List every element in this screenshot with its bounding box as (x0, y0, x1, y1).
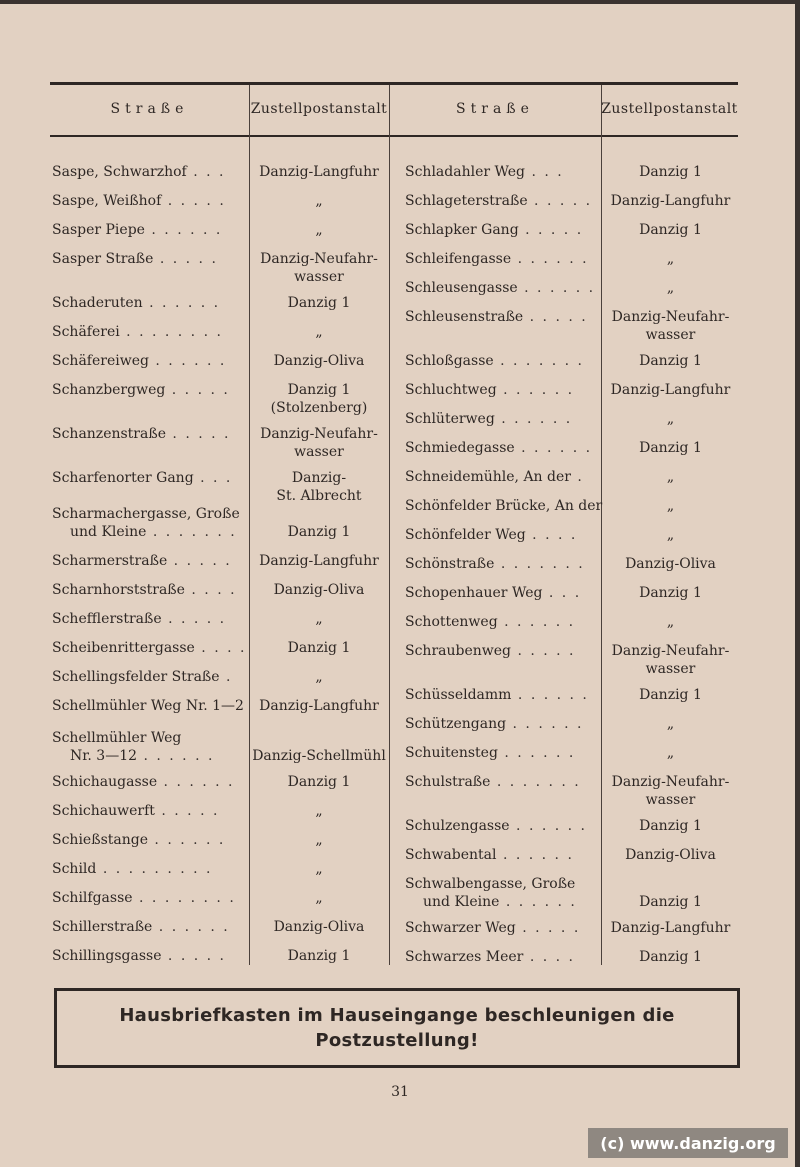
delivery-office (603, 744, 738, 762)
street-name-text: Schmiedegasse (405, 440, 515, 456)
street-name-text: Schellingsfelder Straße (52, 669, 220, 685)
page-number: 31 (391, 1084, 409, 1100)
leader-dots: . . . . . . (496, 847, 574, 863)
leader-dots: . . . . . (523, 309, 588, 325)
delivery-office-text: „ (666, 745, 675, 761)
street-name (52, 947, 246, 965)
street-name (405, 686, 599, 704)
delivery-office-continued: wasser (645, 327, 696, 343)
street-name (52, 697, 246, 715)
table-top-rule (50, 82, 738, 85)
street-name (52, 918, 246, 936)
delivery-office-text: Danzig-Langfuhr (610, 920, 731, 936)
delivery-office-text: Danzig 1 (639, 164, 702, 180)
leader-dots: . . . . . . (144, 222, 223, 238)
street-name (405, 163, 599, 181)
delivery-office-continued: wasser (645, 661, 696, 677)
street-name (405, 352, 599, 370)
delivery-office-continued: wasser (645, 792, 696, 808)
leader-dots: . . . . . . (506, 716, 584, 732)
street-name-text: Schwalbengasse, Große (405, 876, 576, 892)
delivery-office-text: Danzig-Neufahr- (260, 251, 378, 267)
delivery-office (251, 831, 387, 849)
delivery-office-continued: wasser (294, 444, 344, 460)
header-street-right: Straße (456, 101, 534, 117)
delivery-office (603, 948, 738, 966)
street-name (52, 221, 246, 239)
street-name-continued: und Kleine (70, 524, 147, 540)
delivery-office (251, 425, 387, 461)
delivery-office-text: „ (315, 861, 323, 877)
street-name (52, 581, 246, 599)
street-name (405, 221, 599, 239)
street-name (405, 744, 599, 762)
delivery-office-text: „ (315, 222, 323, 238)
street-name (52, 831, 246, 849)
delivery-office-text: Danzig 1 (639, 894, 702, 910)
leader-dots: . . . . . (167, 553, 232, 569)
delivery-office (251, 668, 387, 686)
delivery-office-text: „ (315, 193, 323, 209)
street-name-text: Schäferei (52, 324, 120, 340)
delivery-office (603, 352, 738, 370)
street-name (405, 846, 599, 864)
leader-dots: . . . . . . . . (119, 324, 223, 340)
street-name-text: Schottenweg (405, 614, 498, 630)
delivery-office-text: Danzig 1 (639, 687, 702, 703)
street-name (52, 552, 246, 570)
leader-dots: . . . . . . . (490, 774, 581, 790)
street-name (52, 250, 246, 268)
street-name (52, 323, 246, 341)
street-name-text: Schlüterweg (405, 411, 495, 427)
delivery-office (251, 747, 387, 765)
delivery-office (603, 555, 738, 573)
leader-dots: . . . . . (518, 222, 584, 238)
street-name (405, 919, 599, 937)
delivery-office-text: „ (315, 324, 323, 340)
delivery-office-text: Danzig-Langfuhr (259, 164, 379, 180)
street-name-text: Scharfenorter Gang (52, 470, 194, 486)
delivery-office-text: Danzig-Neufahr- (260, 426, 378, 442)
delivery-office (251, 163, 387, 181)
delivery-office (251, 802, 387, 820)
street-name (405, 497, 603, 515)
delivery-office-text: Danzig-Schellmühl (252, 748, 386, 764)
delivery-office-text: Danzig 1 (287, 295, 351, 311)
leader-dots: . . . (525, 164, 564, 180)
column-divider (249, 85, 250, 965)
street-name (52, 352, 246, 370)
street-name (405, 468, 599, 486)
delivery-office (251, 610, 387, 628)
delivery-office-text: Danzig 1 (287, 774, 351, 790)
delivery-office-text: Danzig 1 (639, 353, 702, 369)
street-name (52, 639, 246, 657)
delivery-office (603, 279, 738, 297)
street-name-text: Schillingsgasse (52, 948, 162, 964)
delivery-office-text: „ (666, 251, 675, 267)
leader-dots: . . . . . . (148, 353, 227, 369)
delivery-office-text: Danzig 1 (639, 440, 702, 456)
delivery-office-text: Danzig-Oliva (625, 556, 716, 572)
leader-dots: . . . . . (154, 803, 220, 819)
leader-dots: . . . . . . (517, 280, 596, 296)
delivery-office (603, 846, 738, 864)
street-name (405, 555, 599, 573)
street-name-text: Sasper Straße (52, 251, 154, 267)
delivery-office-continued: wasser (294, 269, 344, 285)
street-name (405, 642, 599, 660)
delivery-office (603, 163, 738, 181)
street-name-text: Schönfelder Brücke, An der (405, 498, 603, 514)
delivery-office (251, 523, 387, 541)
leader-dots: . . . . . . (157, 774, 235, 790)
delivery-office-text: Danzig 1 (287, 382, 351, 398)
delivery-office (603, 773, 738, 809)
delivery-office-text: „ (666, 614, 675, 630)
delivery-office (603, 410, 738, 428)
street-name-text: Saspe, Weißhof (52, 193, 162, 209)
leader-dots: . . . . . . (499, 894, 577, 910)
delivery-office-text: „ (666, 469, 675, 485)
street-name (405, 381, 599, 399)
leader-dots: . . . . . . (511, 251, 589, 267)
street-name-text: Schießstange (52, 832, 148, 848)
delivery-office-text: „ (666, 411, 675, 427)
delivery-office (251, 581, 387, 599)
street-name-text: Schulzengasse (405, 818, 510, 834)
delivery-office (251, 221, 387, 239)
delivery-office-text: Danzig-Langfuhr (259, 553, 379, 569)
delivery-office-text: „ (315, 803, 323, 819)
leader-dots: . . . . (194, 640, 247, 656)
delivery-office (251, 323, 387, 341)
delivery-office-text: Danzig-Oliva (273, 919, 365, 935)
delivery-office-text: „ (315, 890, 323, 906)
leader-dots: . . . . . . . (493, 353, 584, 369)
delivery-office-text: „ (666, 498, 675, 514)
delivery-office (251, 250, 387, 286)
column-divider (601, 85, 602, 965)
delivery-office (251, 947, 387, 965)
leader-dots: . . . (186, 164, 226, 180)
leader-dots: . . . . . (527, 193, 593, 209)
delivery-office (603, 817, 738, 835)
delivery-office (251, 294, 387, 312)
street-name-text: Schlapker Gang (405, 222, 519, 238)
street-name-text: Schluchtweg (405, 382, 497, 398)
leader-dots: . . . . . (515, 920, 581, 936)
street-name-text: Schilfgasse (52, 890, 133, 906)
street-name (52, 192, 246, 210)
leader-dots: . . . . . . (152, 919, 230, 935)
delivery-office (603, 497, 738, 515)
street-name-text: Schefflerstraße (52, 611, 162, 627)
delivery-office-text: „ (666, 716, 675, 732)
street-name-text: Schopenhauer Weg (405, 585, 543, 601)
leader-dots: . . . . . . . (494, 556, 585, 572)
delivery-office-text: Danzig-Langfuhr (259, 698, 379, 714)
leader-dots: . . . . . . (509, 818, 587, 834)
delivery-office (251, 552, 387, 570)
leader-dots: . . . . . (165, 426, 231, 442)
delivery-office-text: Danzig 1 (287, 524, 351, 540)
delivery-office-text: Danzig- (291, 470, 347, 486)
street-name-text: Scharmerstraße (52, 553, 168, 569)
street-name (405, 308, 599, 326)
street-name-text: Schraubenweg (405, 643, 511, 659)
street-name-text: Schanzenstraße (52, 426, 166, 442)
delivery-office (603, 381, 738, 399)
delivery-office (251, 352, 387, 370)
street-name-text: Schleusenstraße (405, 309, 524, 325)
street-name (52, 802, 246, 820)
street-name (405, 773, 599, 791)
street-name (405, 526, 599, 544)
leader-dots: . . . . . . . . (132, 890, 236, 906)
delivery-office (603, 613, 738, 631)
delivery-office (251, 192, 387, 210)
street-name-text: Scharnhorststraße (52, 582, 185, 598)
delivery-office-text: Danzig 1 (639, 585, 702, 601)
street-name (52, 889, 246, 907)
leader-dots: . . . . . . (496, 382, 575, 398)
delivery-office (251, 773, 387, 791)
street-name-text: Scharmachergasse, Große (52, 506, 240, 522)
header-office-left: Zustellpostanstalt (250, 101, 388, 117)
street-name (405, 192, 599, 210)
leader-dots: . . . . (525, 527, 578, 543)
header-bottom-rule (50, 135, 738, 137)
street-name (52, 425, 246, 443)
street-name (405, 948, 599, 966)
street-name (405, 613, 599, 631)
street-name-text: Schleusengasse (405, 280, 518, 296)
leader-dots: . . . . . . (514, 440, 593, 456)
street-name-text: Schaderuten (52, 295, 143, 311)
leader-dots: . . . . . (161, 193, 226, 209)
delivery-office (251, 697, 387, 715)
page-top-edge (0, 0, 800, 4)
street-name (52, 860, 246, 878)
street-name-text: Schönstraße (405, 556, 495, 572)
delivery-office (251, 639, 387, 657)
street-name (405, 439, 599, 457)
street-name-text: Schichauwerft (52, 803, 155, 819)
leader-dots: . . . . . . (511, 687, 589, 703)
leader-dots: . . . . . (161, 948, 226, 964)
street-name-text: Sasper Piepe (52, 222, 145, 238)
delivery-office-text: „ (315, 669, 323, 685)
street-name (405, 410, 599, 428)
page-right-edge (795, 0, 800, 1167)
street-name (52, 163, 246, 181)
street-name (52, 668, 246, 686)
delivery-office-text: Danzig 1 (639, 222, 702, 238)
leader-dots: . . . (193, 470, 233, 486)
street-name (405, 584, 599, 602)
street-name-text: Schneidemühle, An der (405, 469, 571, 485)
delivery-office-text: Danzig 1 (639, 818, 702, 834)
street-name (405, 875, 599, 911)
street-name (405, 250, 599, 268)
delivery-office (251, 889, 387, 907)
delivery-office-text: „ (315, 832, 323, 848)
delivery-office (603, 526, 738, 544)
street-name-text: Saspe, Schwarzhof (52, 164, 187, 180)
delivery-office (251, 469, 387, 505)
delivery-office (603, 642, 738, 678)
street-name-text: Schild (52, 861, 97, 877)
street-name (405, 817, 599, 835)
street-name (52, 610, 246, 628)
street-name-text: Schüsseldamm (405, 687, 512, 703)
delivery-office (251, 860, 387, 878)
delivery-office-text: Danzig 1 (639, 949, 702, 965)
watermark: (c) www.danzig.org (588, 1128, 788, 1158)
street-name-text: Schulstraße (405, 774, 491, 790)
street-name-text: Schanzbergweg (52, 382, 166, 398)
leader-dots: . . . (542, 585, 582, 601)
street-name-text: Schönfelder Weg (405, 527, 526, 543)
street-name-text: Schlageterstraße (405, 193, 528, 209)
delivery-office (603, 715, 738, 733)
leader-dots: . . . . . (165, 382, 230, 398)
leader-dots: . . . . (523, 949, 575, 965)
delivery-office (603, 221, 738, 239)
street-name (52, 729, 246, 765)
street-name (52, 381, 246, 399)
delivery-office-text: „ (315, 611, 323, 627)
leader-dots: . . . . . . . (146, 524, 237, 540)
delivery-office (603, 468, 738, 486)
street-name-text: Schwarzer Weg (405, 920, 516, 936)
delivery-office-text: „ (666, 280, 675, 296)
delivery-office-text: Danzig-Oliva (625, 847, 716, 863)
street-name-text: Schwabental (405, 847, 497, 863)
street-name (405, 279, 599, 297)
street-name-text: Schwarzes Meer (405, 949, 524, 965)
notice-box (54, 988, 740, 1068)
street-name (52, 505, 246, 541)
leader-dots: . . . . . . (497, 745, 576, 761)
notice-line-2: Postzustellung! (315, 1030, 479, 1051)
leader-dots: . . . . . . (142, 295, 221, 311)
street-name-continued: Nr. 3—12 (70, 748, 138, 764)
delivery-office (603, 439, 738, 457)
delivery-office-continued: (Stolzenberg) (270, 400, 368, 416)
delivery-office (603, 308, 738, 344)
leader-dots: . . . . . . (494, 411, 573, 427)
leader-dots: . . . . . . (497, 614, 576, 630)
leader-dots: . . . . (184, 582, 237, 598)
delivery-office-text: Danzig-Oliva (273, 353, 365, 369)
delivery-office (251, 918, 387, 936)
column-divider (389, 85, 390, 965)
delivery-office (603, 919, 738, 937)
leader-dots: . (219, 669, 233, 685)
street-name-text: Schäfereiweg (52, 353, 149, 369)
leader-dots: . . . . . . . . . (96, 861, 213, 877)
leader-dots: . . . . . (161, 611, 227, 627)
street-name-text: Schladahler Weg (405, 164, 525, 180)
delivery-office-text: Danzig-Neufahr- (611, 774, 730, 790)
delivery-office (603, 250, 738, 268)
header-office-right: Zustellpostanstalt (601, 101, 738, 117)
delivery-office-text: „ (666, 527, 675, 543)
leader-dots: . . . . . . (137, 748, 215, 764)
street-name-text: Schellmühler Weg (52, 730, 182, 746)
delivery-office (603, 192, 738, 210)
street-name-continued: und Kleine (423, 894, 500, 910)
street-name (405, 715, 599, 733)
header-street-left: Straße (110, 101, 189, 117)
leader-dots: . (570, 469, 584, 485)
delivery-office-text: Danzig 1 (287, 640, 351, 656)
street-name-text: Schloßgasse (405, 353, 494, 369)
leader-dots: . . . . . (511, 643, 576, 659)
street-name-text: Schuitensteg (405, 745, 498, 761)
notice-line-1: Hausbriefkasten im Hauseingange beschleunigen die (119, 1005, 675, 1026)
delivery-office (251, 381, 387, 417)
delivery-office-text: Danzig-Neufahr- (611, 309, 730, 325)
leader-dots: . . . . . (153, 251, 218, 267)
street-name-text: Scheibenrittergasse (52, 640, 195, 656)
street-name-text: Schleifengasse (405, 251, 512, 267)
street-name-text: Schichaugasse (52, 774, 158, 790)
delivery-office (603, 584, 738, 602)
leader-dots: . . . . . . (147, 832, 226, 848)
delivery-office-text: Danzig-Langfuhr (610, 382, 731, 398)
street-name-text: Schützengang (405, 716, 507, 732)
street-name (52, 294, 246, 312)
street-name-text: Schellmühler Weg Nr. 1—2 (52, 698, 244, 714)
street-name (52, 469, 246, 487)
street-name (52, 773, 246, 791)
delivery-office-continued: St. Albrecht (276, 488, 362, 504)
delivery-office-text: Danzig 1 (287, 948, 351, 964)
delivery-office-text: Danzig-Oliva (273, 582, 365, 598)
delivery-office (603, 686, 738, 704)
street-name-text: Schillerstraße (52, 919, 153, 935)
delivery-office (603, 893, 738, 911)
delivery-office-text: Danzig-Langfuhr (610, 193, 731, 209)
delivery-office-text: Danzig-Neufahr- (611, 643, 730, 659)
